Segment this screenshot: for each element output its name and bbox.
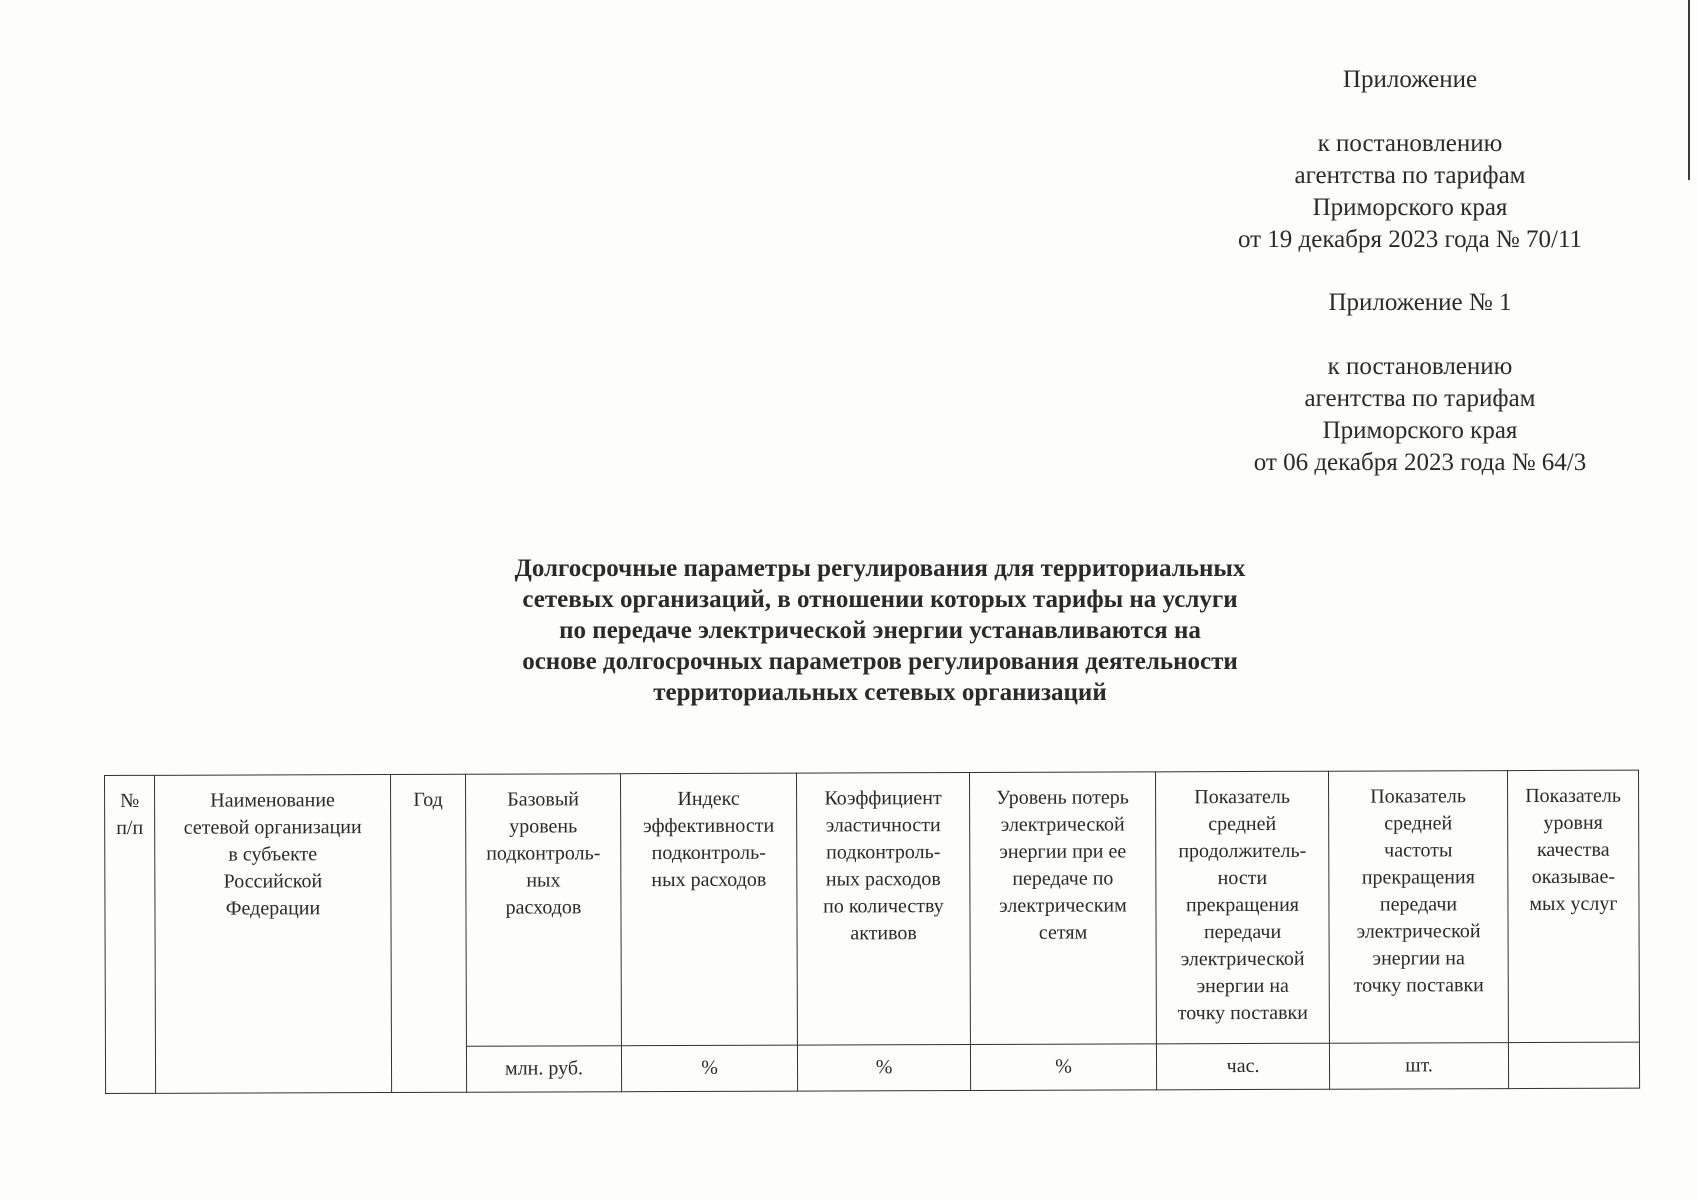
unit-cell-efficiency-index: %: [621, 1045, 797, 1092]
unit-cell-quality: [1508, 1042, 1639, 1088]
col-header-loss-level: Уровень потерь электрической энергии при ее передаче по электрическим сетям: [969, 772, 1156, 1045]
decree-agency-line: агентства по тарифам: [1304, 385, 1536, 412]
document-title: [445, 553, 1315, 708]
appendix-label: Приложение № 1: [1328, 289, 1512, 316]
unit-cell-duration: час.: [1156, 1043, 1329, 1090]
col-header-elasticity-coefficient: Коэффициент эластичности подконтроль- ных расходов по количеству активов: [796, 772, 970, 1045]
decree-ref-line: к постановлению: [1317, 130, 1503, 157]
col-header-interruption-duration: Показатель средней продолжитель- ности прекращения передачи электрической энергии на точку поставки: [1155, 771, 1329, 1044]
decree-date-line: от 06 декабря 2023 года № 64/3: [1253, 449, 1587, 476]
col-header-efficiency-index: Индекс эффективности подконтроль- ных расходов: [620, 773, 797, 1046]
decree-agency-line: агентства по тарифам: [1294, 162, 1526, 189]
regulation-parameters-table: [104, 770, 1640, 1094]
decree-region-line: Приморского края: [1322, 417, 1518, 444]
col-header-base-cost-level: Базовый уровень подконтроль- ных расходов: [465, 774, 621, 1047]
decree-region-line: Приморского края: [1312, 194, 1508, 221]
scan-edge-line: [1688, 0, 1690, 180]
title-line: по передаче электрической энергии устанавливаются на: [559, 617, 1201, 644]
col-header-service-quality: Показатель уровня качества оказывае- мых услуг: [1507, 770, 1639, 1042]
unit-cell-base-cost: млн. руб.: [466, 1046, 621, 1093]
appendix-block-decree-64-3: [1210, 287, 1630, 479]
col-header-interruption-frequency: Показатель средней частоты прекращения передачи электрической энергии на точку поставки: [1328, 771, 1508, 1044]
unit-cell-loss-level: %: [970, 1044, 1156, 1091]
spacer: [1200, 96, 1620, 128]
appendix-block-decree-70-11: [1200, 64, 1620, 256]
appendix-label: Приложение: [1342, 66, 1478, 93]
decree-date-line: от 19 декабря 2023 года № 70/11: [1237, 226, 1583, 253]
col-header-number: № п/п: [105, 775, 156, 1093]
unit-cell-elasticity: %: [797, 1044, 970, 1091]
col-header-organization-name: Наименование сетевой организации в субъекте Российской Федерации: [155, 774, 392, 1093]
title-line: территориальных сетевых организаций: [653, 679, 1107, 706]
spacer: [1210, 319, 1630, 351]
title-line: сетевых организаций, в отношении которых тарифы на услуги: [522, 586, 1238, 613]
title-line: Долгосрочные параметры регулирования для территориальных: [514, 555, 1246, 582]
unit-cell-frequency: шт.: [1329, 1043, 1508, 1090]
col-header-year: Год: [391, 774, 467, 1092]
table-header-row: [105, 770, 1640, 1047]
decree-ref-line: к постановлению: [1327, 353, 1513, 380]
title-line: основе долгосрочных параметров регулирования деятельности: [522, 648, 1238, 675]
